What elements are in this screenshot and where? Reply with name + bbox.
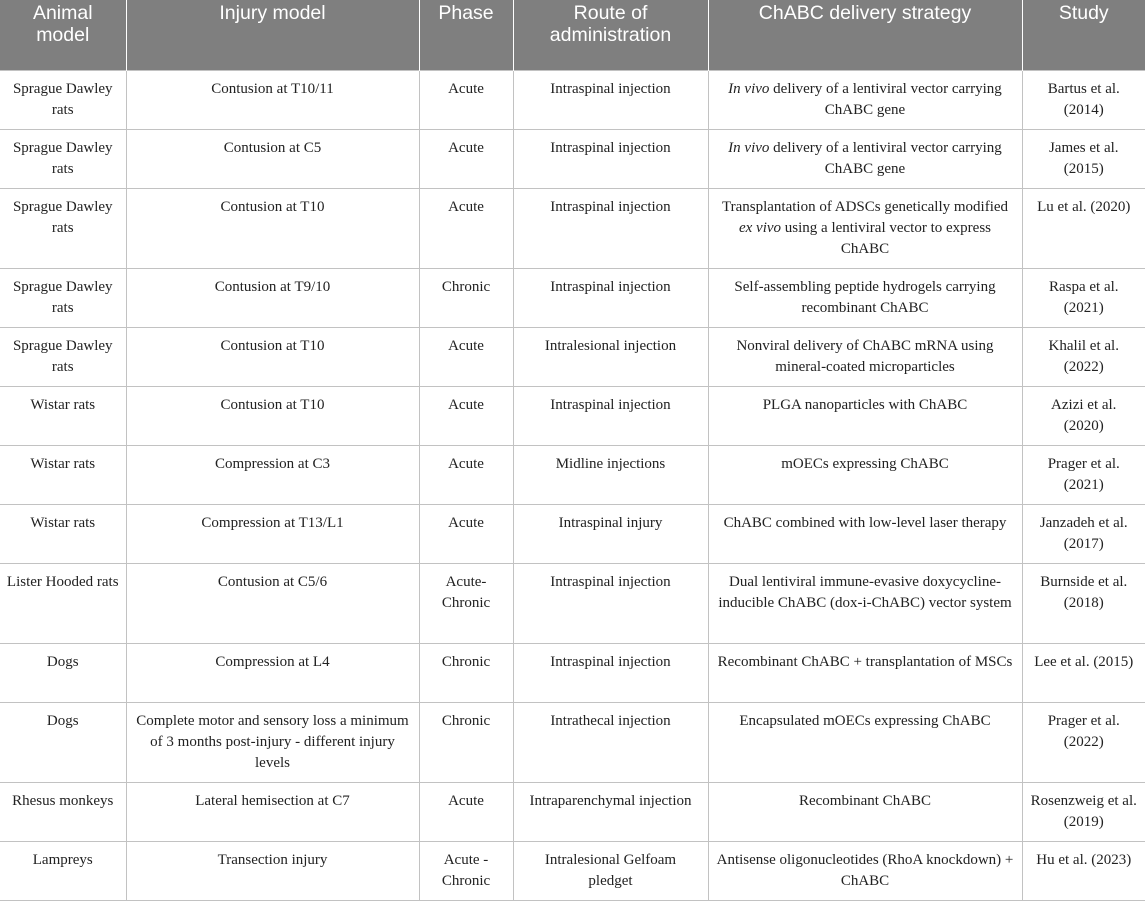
cell-phase: Acute bbox=[419, 188, 513, 268]
strategy-text: delivery of a lentiviral vector carrying ChABC gene bbox=[769, 80, 1006, 118]
cell-injury-model: Compression at L4 bbox=[126, 643, 419, 702]
table-row bbox=[0, 70, 1145, 129]
strategy-text: Recombinant ChABC + transplantation of MSCs bbox=[717, 653, 1013, 670]
cell-phase: Acute-Chronic bbox=[419, 563, 513, 643]
cell-injury-model: Lateral hemisection at C7 bbox=[126, 782, 419, 841]
cell-animal-model: Wistar rats bbox=[0, 504, 126, 563]
cell-animal-model: Lister Hooded rats bbox=[0, 563, 126, 643]
cell-route: Intraparenchymal injection bbox=[513, 782, 708, 841]
cell-animal-model: Rhesus monkeys bbox=[0, 782, 126, 841]
cell-phase: Acute bbox=[419, 327, 513, 386]
header-row bbox=[0, 0, 1145, 70]
cell-route: Intraspinal injection bbox=[513, 70, 708, 129]
cell-delivery-strategy bbox=[708, 327, 1022, 386]
cell-study: Khalil et al. (2022) bbox=[1022, 327, 1145, 386]
cell-route: Intraspinal injection bbox=[513, 268, 708, 327]
strategy-text-pre: Transplantation of ADSCs genetically modified bbox=[721, 198, 1009, 215]
table-row bbox=[0, 643, 1145, 702]
table-header bbox=[0, 0, 1145, 70]
strategy-text: Recombinant ChABC bbox=[798, 792, 932, 809]
strategy-text-italic: In vivo bbox=[728, 80, 770, 97]
cell-delivery-strategy bbox=[708, 386, 1022, 445]
cell-animal-model: Wistar rats bbox=[0, 386, 126, 445]
table-row bbox=[0, 268, 1145, 327]
strategy-text-italic: ex vivo bbox=[738, 219, 782, 236]
header-route: Route of administration bbox=[513, 0, 708, 70]
table-row bbox=[0, 129, 1145, 188]
cell-injury-model: Contusion at T10 bbox=[126, 327, 419, 386]
cell-phase: Acute bbox=[419, 386, 513, 445]
cell-injury-model: Contusion at T10/11 bbox=[126, 70, 419, 129]
header-injury-model: Injury model bbox=[126, 0, 419, 70]
cell-phase: Acute - Chronic bbox=[419, 841, 513, 900]
cell-route: Intralesional injection bbox=[513, 327, 708, 386]
cell-injury-model: Compression at C3 bbox=[126, 445, 419, 504]
cell-delivery-strategy bbox=[708, 841, 1022, 900]
strategy-text: using a lentiviral vector to express ChABC bbox=[781, 219, 995, 257]
strategy-text: mOECs expressing ChABC bbox=[781, 455, 949, 472]
cell-phase: Acute bbox=[419, 504, 513, 563]
table-row bbox=[0, 386, 1145, 445]
cell-injury-model: Transection injury bbox=[126, 841, 419, 900]
strategy-text: Nonviral delivery of ChABC mRNA using mineral-coated microparticles bbox=[736, 337, 998, 375]
cell-delivery-strategy bbox=[708, 70, 1022, 129]
strategy-text: PLGA nanoparticles with ChABC bbox=[762, 396, 968, 413]
cell-study: Azizi et al. (2020) bbox=[1022, 386, 1145, 445]
cell-study: Lee et al. (2015) bbox=[1022, 643, 1145, 702]
cell-study: Prager et al. (2022) bbox=[1022, 702, 1145, 782]
strategy-text: Antisense oligonucleotides (RhoA knockdown) + ChABC bbox=[716, 851, 1018, 889]
cell-animal-model: Wistar rats bbox=[0, 445, 126, 504]
cell-study: Burnside et al. (2018) bbox=[1022, 563, 1145, 643]
table-row bbox=[0, 327, 1145, 386]
cell-phase: Acute bbox=[419, 782, 513, 841]
table-row bbox=[0, 841, 1145, 900]
cell-delivery-strategy bbox=[708, 563, 1022, 643]
cell-route: Intraspinal injection bbox=[513, 129, 708, 188]
cell-animal-model: Dogs bbox=[0, 643, 126, 702]
table-row bbox=[0, 445, 1145, 504]
cell-study: Lu et al. (2020) bbox=[1022, 188, 1145, 268]
cell-animal-model: Dogs bbox=[0, 702, 126, 782]
strategy-text: Self-assembling peptide hydrogels carrying recombinant ChABC bbox=[734, 278, 1000, 316]
table-row bbox=[0, 702, 1145, 782]
cell-route: Intralesional Gelfoam pledget bbox=[513, 841, 708, 900]
cell-phase: Acute bbox=[419, 445, 513, 504]
cell-delivery-strategy bbox=[708, 782, 1022, 841]
header-phase: Phase bbox=[419, 0, 513, 70]
cell-animal-model: Sprague Dawley rats bbox=[0, 327, 126, 386]
table-row bbox=[0, 782, 1145, 841]
cell-injury-model: Contusion at T9/10 bbox=[126, 268, 419, 327]
cell-route: Intraspinal injection bbox=[513, 643, 708, 702]
strategy-text: ChABC combined with low-level laser therapy bbox=[723, 514, 1007, 531]
cell-injury-model: Contusion at C5 bbox=[126, 129, 419, 188]
cell-delivery-strategy bbox=[708, 702, 1022, 782]
strategy-text: delivery of a lentiviral vector carrying ChABC gene bbox=[769, 139, 1006, 177]
cell-route: Intraspinal injury bbox=[513, 504, 708, 563]
header-delivery-strategy: ChABC delivery strategy bbox=[708, 0, 1022, 70]
cell-delivery-strategy bbox=[708, 643, 1022, 702]
cell-study: Rosenzweig et al. (2019) bbox=[1022, 782, 1145, 841]
cell-injury-model: Contusion at T10 bbox=[126, 188, 419, 268]
header-animal-model: Animal model bbox=[0, 0, 126, 70]
cell-delivery-strategy bbox=[708, 129, 1022, 188]
cell-route: Midline injections bbox=[513, 445, 708, 504]
cell-injury-model: Contusion at T10 bbox=[126, 386, 419, 445]
cell-route: Intrathecal injection bbox=[513, 702, 708, 782]
table-row bbox=[0, 188, 1145, 268]
cell-delivery-strategy bbox=[708, 188, 1022, 268]
cell-study: James et al. (2015) bbox=[1022, 129, 1145, 188]
cell-animal-model: Sprague Dawley rats bbox=[0, 129, 126, 188]
cell-delivery-strategy bbox=[708, 504, 1022, 563]
cell-route: Intraspinal injection bbox=[513, 563, 708, 643]
cell-study: Janzadeh et al. (2017) bbox=[1022, 504, 1145, 563]
cell-study: Bartus et al. (2014) bbox=[1022, 70, 1145, 129]
strategy-text: Dual lentiviral immune-evasive doxycycline-inducible ChABC (dox-i-ChABC) vector system bbox=[718, 573, 1012, 611]
cell-phase: Acute bbox=[419, 70, 513, 129]
table-row bbox=[0, 563, 1145, 643]
table-body bbox=[0, 70, 1145, 900]
cell-injury-model: Contusion at C5/6 bbox=[126, 563, 419, 643]
table-row bbox=[0, 504, 1145, 563]
cell-study: Prager et al. (2021) bbox=[1022, 445, 1145, 504]
cell-route: Intraspinal injection bbox=[513, 188, 708, 268]
cell-phase: Chronic bbox=[419, 702, 513, 782]
cell-injury-model: Compression at T13/L1 bbox=[126, 504, 419, 563]
cell-animal-model: Sprague Dawley rats bbox=[0, 268, 126, 327]
cell-study: Raspa et al. (2021) bbox=[1022, 268, 1145, 327]
cell-injury-model: Complete motor and sensory loss a minimum of 3 months post-injury - different injury levels bbox=[126, 702, 419, 782]
cell-animal-model: Sprague Dawley rats bbox=[0, 70, 126, 129]
cell-animal-model: Lampreys bbox=[0, 841, 126, 900]
strategy-text-italic: In vivo bbox=[728, 139, 770, 156]
cell-animal-model: Sprague Dawley rats bbox=[0, 188, 126, 268]
strategy-text: Encapsulated mOECs expressing ChABC bbox=[739, 712, 991, 729]
header-study: Study bbox=[1022, 0, 1145, 70]
cell-study: Hu et al. (2023) bbox=[1022, 841, 1145, 900]
cell-phase: Chronic bbox=[419, 643, 513, 702]
cell-delivery-strategy bbox=[708, 445, 1022, 504]
cell-delivery-strategy bbox=[708, 268, 1022, 327]
cell-phase: Acute bbox=[419, 129, 513, 188]
cell-phase: Chronic bbox=[419, 268, 513, 327]
cell-route: Intraspinal injection bbox=[513, 386, 708, 445]
